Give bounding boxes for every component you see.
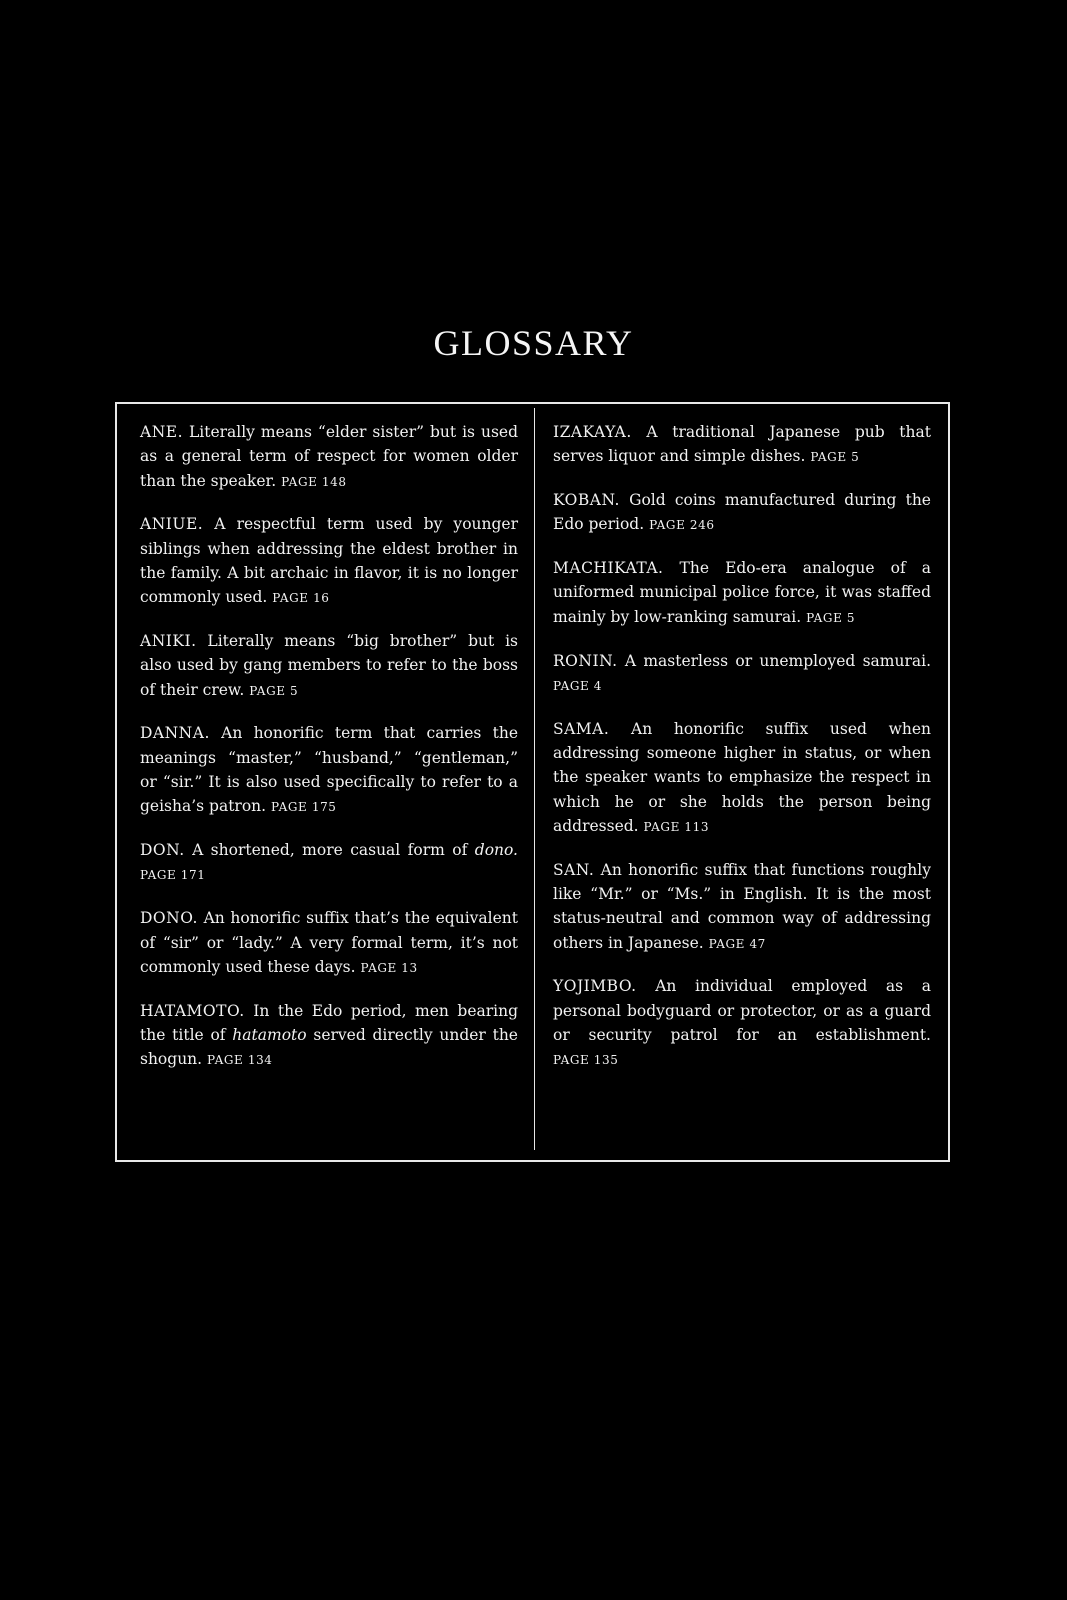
glossary-definition: An individual employed as a personal bodyguard or protector, or as a guard or security patrol for an establishment.: [553, 977, 931, 1044]
page-title: GLOSSARY: [433, 323, 634, 363]
page-reference: PAGE 16: [272, 591, 330, 606]
glossary-term: HATAMOTO.: [140, 1001, 245, 1020]
glossary-term: SAN.: [553, 860, 595, 879]
glossary-entry-don: [140, 838, 518, 888]
glossary-term: SAMA.: [553, 719, 610, 738]
glossary-definition: Literally means “elder sister” but is used as a general term of respect for women older than the speaker.: [140, 423, 518, 490]
glossary-entry-sama: [553, 717, 931, 839]
glossary-definition: An honorific term that carries the meanings “master,” “husband,” “gentleman,” or “sir.” It is also used specifically to refer to a geisha’s patron.: [140, 724, 518, 816]
glossary-term: ANIUE.: [140, 515, 204, 534]
glossary-definition: An honorific suffix that functions roughly like “Mr.” or “Ms.” in English. It is the most status-neutral and common way of addressing others in Japanese.: [553, 860, 931, 952]
glossary-term: KOBAN.: [553, 491, 620, 510]
glossary-definition: An honorific suffix used when addressing someone higher in status, or when the speaker wants to emphasize the respect in which he or she holds the person being addressed.: [553, 719, 931, 835]
glossary-italic-term: hatamoto: [232, 1025, 307, 1044]
page-reference: PAGE 4: [553, 678, 603, 693]
glossary-definition: An honorific suffix that’s the equivalent of “sir” or “lady.” A very formal term, it’s not commonly used these days.: [140, 909, 518, 976]
glossary-definition: A shortened, more casual form of: [192, 841, 468, 860]
glossary-term: ANE.: [140, 423, 183, 441]
page-reference: PAGE 47: [708, 936, 766, 951]
glossary-definition: A respectful term used by younger siblings when addressing the eldest brother in the family. A bit archaic in flavor, it is no longer commonly used.: [140, 515, 518, 607]
column-divider: [534, 408, 535, 1150]
glossary-term: ANIKI.: [140, 632, 197, 651]
page-reference: PAGE 134: [207, 1053, 273, 1068]
glossary-entry-san: [553, 858, 931, 956]
glossary-definition: A masterless or unemployed samurai.: [624, 651, 931, 670]
glossary-right-column: [553, 420, 931, 1091]
glossary-term: MACHIKATA.: [553, 559, 664, 578]
glossary-entry-aniki: [140, 629, 518, 703]
glossary-entry-hatamoto: [140, 999, 518, 1073]
glossary-definition: A traditional Japanese pub that serves liquor and simple dishes.: [553, 423, 931, 466]
glossary-term: YOJIMBO.: [553, 977, 637, 996]
glossary-entry-yojimbo: [553, 974, 931, 1072]
glossary-definition: Gold coins manufactured during the Edo period.: [553, 491, 931, 534]
glossary-term: DON.: [140, 841, 185, 860]
glossary-italic-term: dono.: [474, 841, 518, 860]
glossary-entry-danna: [140, 721, 518, 819]
glossary-term: DONO.: [140, 909, 198, 928]
glossary-definition: The Edo-era analogue of a uniformed municipal police force, it was staffed mainly by low-ranking samurai.: [553, 559, 931, 626]
page-reference: PAGE 135: [553, 1053, 619, 1068]
glossary-entry-ronin: [553, 649, 931, 699]
glossary-term: IZAKAYA.: [553, 423, 632, 441]
glossary-term: DANNA.: [140, 724, 210, 743]
page-reference: PAGE 148: [281, 474, 347, 489]
glossary-entry-koban: [553, 488, 931, 538]
glossary-left-column: [140, 420, 518, 1091]
page-reference: PAGE 13: [360, 960, 418, 975]
page-reference: PAGE 246: [649, 518, 715, 533]
page-reference: PAGE 5: [810, 450, 860, 465]
page-reference: PAGE 113: [643, 819, 710, 834]
glossary-definition: Literally means “big brother” but is also used by gang members to refer to the boss of their crew.: [140, 632, 518, 699]
glossary-entry-ane: [140, 420, 518, 494]
glossary-entry-machikata: [553, 556, 931, 630]
page-reference: PAGE 5: [249, 683, 299, 698]
page-reference: PAGE 175: [271, 800, 337, 815]
page-reference: PAGE 171: [140, 868, 206, 883]
glossary-definition: In the Edo period, men bearing the title of: [140, 1001, 518, 1044]
glossary-definition-cont: served directly under the shogun.: [140, 1025, 518, 1069]
glossary-entry-izakaya: [553, 420, 931, 470]
glossary-entry-dono: [140, 906, 518, 980]
page-reference: PAGE 5: [806, 610, 856, 625]
glossary-term: RONIN.: [553, 651, 618, 670]
glossary-entry-aniue: [140, 512, 518, 610]
